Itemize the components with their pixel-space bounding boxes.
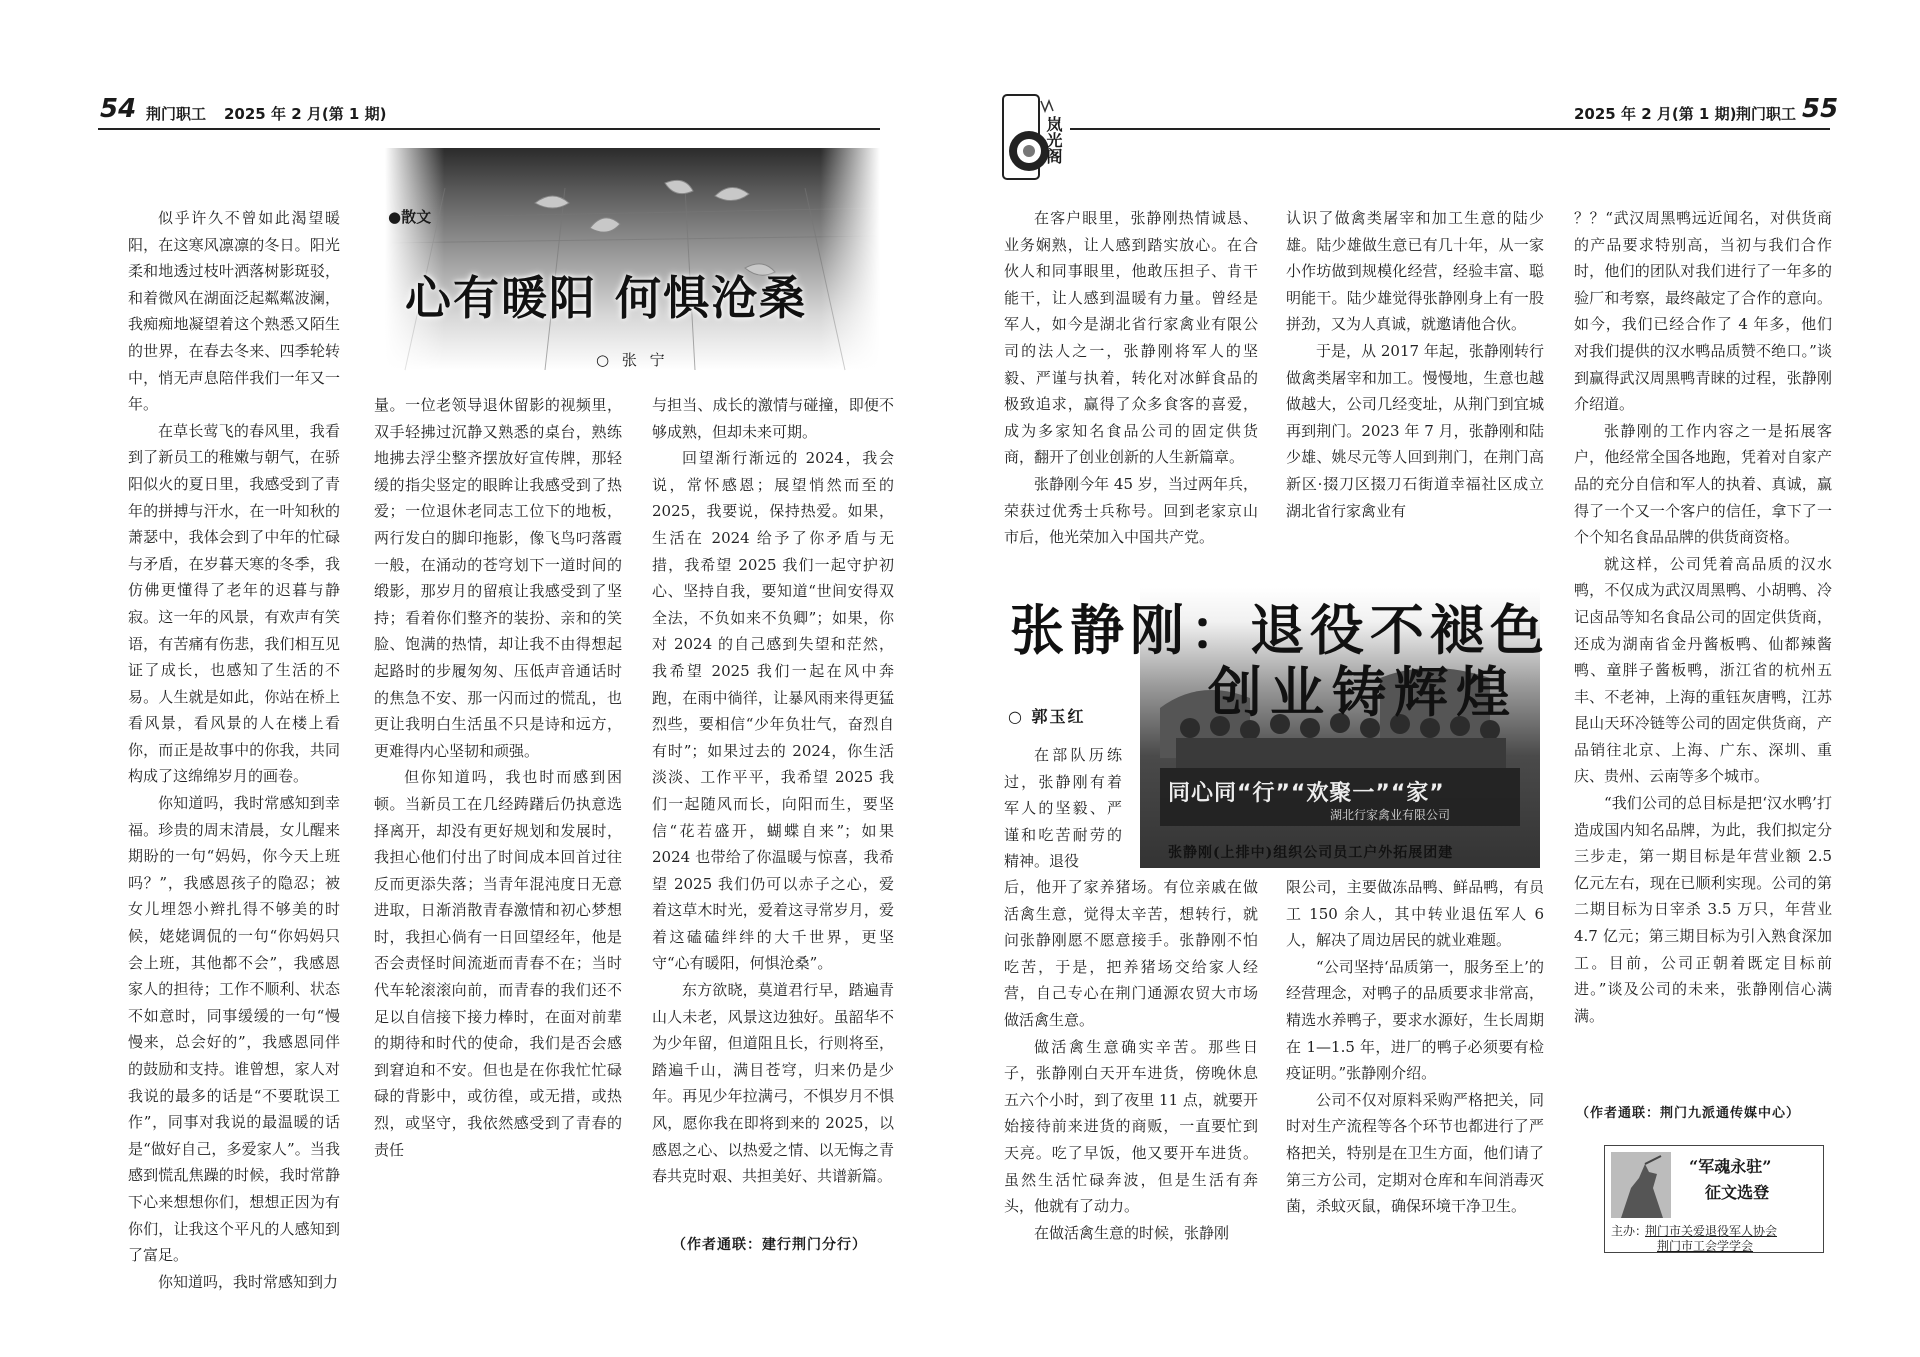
paragraph: 在做活禽生意的时候，张静刚: [1034, 1223, 1230, 1242]
paragraph: 但你知道吗，我也时而感到困顿。当新员工在几经踌躇后仍执意选择离开，却没有更好规划和发展时，我担心他们付出了时间成本回首过往反而更添失落；当青年混沌度日无意进取，日渐消散青春激情和初心梦想时，我担心倘有一日回望经年，他是否会责怪时间流逝而青春不在；当时代车轮滚滚向前，而青春的我们还不足以自信接下接力棒时，在面对前辈的期待和时代的使命，我们是否会感到窘迫和不安。但也是在你我忙忙碌碌的背影中，或彷徨，或无措，或热烈，或坚守，我依然感受到了青春的责任: [374, 768, 622, 1159]
right-header-rule: [1070, 128, 1830, 130]
paragraph: 张静刚的工作内容之一是拓展客户，他经常全国各地跑，凭着对自家产品的充分自信和军人的执着、真诚，赢得了一个又一个客户的信任，拿下了一个个知名食品品牌的供货商资格。: [1574, 421, 1832, 547]
paragraph: 似乎许久不曾如此渴望暖阳，在这寒风凛凛的冬日。阳光柔和地透过枝叶洒落树影斑驳，和着微风在湖面泛起粼粼波澜，我痴痴地凝望着这个熟悉又陌生的世界，在春去冬来、四季轮转中，悄无声息陪伴我们一年又一年。: [128, 209, 340, 414]
essay-author: ○ 张 宁: [596, 351, 669, 369]
essay-title: 心有暖阳 何惧沧桑: [405, 271, 808, 325]
right-page-number: 55: [1802, 94, 1839, 124]
photo-banner-subtext: 湖北行家禽业有限公司: [1330, 808, 1451, 822]
essay-column-3: [652, 392, 894, 1228]
essay-credit: （作者通联：建行荆门分行）: [672, 1237, 867, 1253]
paragraph: 回望渐行渐远的 2024，我会说，常怀感恩；展望悄然而至的 2025，我要说，保持热爱。如果，生活在 2024 给予了你矛盾与无措，我希望 2025 我们一起守护初心、坚持自我，要知道“世间安得双全法，不负如来不负卿”；如果，你对 2024 的自己感到失望和茫然，我希望 2025 我们一起在风中奔跑，在雨中徜徉，让暴风雨来得更猛烈些，要相信“少年负壮气，奋烈自有时”；如果过去的 2024，你生活淡淡、工作平平，我希望 2025 我们一起随风而长，向阳而生，要坚信“花若盛开，蝴蝶自来”；如果 2024 也带给了你温暖与惊喜，我希望 2025 我们仍可以赤子之心，爱着这草木时光，爱着这寻常岁月，爱着这磕磕绊绊的大千世界，更坚守“心有暖阳，何惧沧桑”。: [652, 449, 894, 973]
paragraph: “我们公司的总目标是把‘汉水鸭’打造成国内知名品牌，为此，我们拟定分三步走，第一期目标是年营业额 2.5 亿元左右，现在已顺利实现。公司的第二期目标为日宰杀 3.5 万只，年营业 4.7 亿元；第三期目标为引入熟食深加工。目前，公司正朝着既定目标前进。”谈及公司的未来，张静刚信心满满。: [1574, 794, 1832, 1025]
paragraph: 你知道吗，我时常感知到力: [158, 1272, 339, 1291]
paragraph: ？？“武汉周黑鸭远近闻名，对供货商的产品要求特别高，当初与我们合作时，他们的团队对我们进行了一年多的验厂和考察，最终敲定了合作的意向。如今，我们已经合作了 4 年多，他们对我们提供的汉水鸭品质赞不绝口。”谈到赢得武汉周黑鸭青睐的过程，张静刚介绍道。: [1574, 209, 1832, 414]
article-author: ○ 郭玉红: [1008, 707, 1086, 726]
article-title-line-1: 张静刚：退役不褪色: [1010, 598, 1550, 662]
section-tag: ●散文: [388, 208, 432, 226]
article-column-1-top: [1004, 205, 1258, 565]
contest-subtitle: 征文选登: [1705, 1183, 1770, 1202]
paragraph: 张静刚今年 45 岁，当过两年兵，荣获过优秀士兵称号。回到老家京山市后，他光荣加入中国共产党。: [1004, 474, 1258, 547]
left-publication: 荆门职工: [146, 105, 207, 123]
soldier-statue-icon: [1611, 1152, 1671, 1218]
paragraph: 在部队历练过，张静刚有着军人的坚毅、严谨和吃苦耐劳的精神。退役: [1004, 746, 1122, 871]
contest-organizer-1: 荆门市关爱退役军人协会: [1645, 1224, 1778, 1238]
essay-contest-box: [1604, 1145, 1824, 1253]
paragraph: 限公司，主要做冻品鸭、鲜品鸭，有员工 150 余人，其中转业退伍军人 6 人，解决了周边居民的就业难题。: [1286, 878, 1544, 950]
paragraph: 就这样，公司凭着高品质的汉水鸭，不仅成为武汉周黑鸭、小胡鸭、冷记卤品等知名食品公司的固定供货商，还成为湖南省金丹酱板鸭、仙都辣酱鸭、童胖子酱板鸭，浙江省的杭州五丰、不老神，上海的重钰灰唐鸭，江苏昆山天环冷链等公司的固定供货商，产品销往北京、上海、广东、深圳、重庆、贵州、云南等多个城市。: [1574, 554, 1832, 786]
article-column-1-narrow: [1004, 742, 1122, 874]
left-header-rule: [98, 128, 880, 130]
paragraph: 在草长莺飞的春风里，我看到了新员工的稚嫩与朝气，在骄阳似火的夏日里，我感受到了青年的拼搏与汗水，在一叶知秋的萧瑟中，我体会到了中年的忙碌与矛盾，在岁暮天寒的冬季，我仿佛更懂得了老年的迟暮与静寂。这一年的风景，有欢声有笑语，有苦痛有伤悲，我们相互见证了成长，也感知了生活的不易。人生就是如此，你站在桥上看风景，看风景的人在楼上看你，而正是故事中的你我，共同构成了这绵绵岁月的画卷。: [128, 421, 340, 786]
essay-column-2: [374, 392, 622, 1260]
paragraph: 做活禽生意确实辛苦。那些日子，张静刚白天开车进货，傍晚休息五六个小时，到了夜里 11 点，就要开始接待前来进货的商贩，一直要忙到天亮。吃了早饭，他又要开车进货。虽然生活忙碌奔波，但是生活有奔头，他就有了动力。: [1004, 1037, 1258, 1216]
paragraph: 你知道吗，我时常感知到幸福。珍贵的周末清晨，女儿醒来期盼的一句“妈妈，你今天上班吗？”，我感恩孩子的隐忍；被女儿埋怨小辫扎得不够美的时候，姥姥调侃的一句“你妈妈只会上班，其他都不会”，我感恩家人的担待；工作不顺利、状态不如意时，同事缓缓的一句“慢慢来，总会好的”，我感恩同伴的鼓励和支持。谁曾想，家人对我说的最多的话是“不要耽误工作”，同事对我说的最温暖的话是“做好自己，多爱家人”。当我感到慌乱焦躁的时候，我时常静下心来想想你们，想想正因为有你们，让我这个平凡的人感知到了富足。: [128, 794, 340, 1265]
paragraph: 公司不仅对原料采购严格把关，同时对生产流程等各个环节也都进行了严格把关，特别是在卫生方面，他们请了第三方公司，定期对仓库和车间消毒灭菌，杀蚊灭鼠，确保环境干净卫生。: [1286, 1090, 1544, 1216]
photo-banner-text: 同心同“行”“欢聚一”“家”: [1168, 781, 1445, 806]
contest-organizer-2: 荆门市工会学学会: [1657, 1239, 1754, 1253]
paragraph: 量。一位老领导退休留影的视频里，双手轻拂过沉静又熟悉的桌台，熟练地拂去浮尘整齐摆放好宣传牌，那轻缓的指尖竖定的眼眸让我感受到了热爱；一位退休老同志工位下的地板，两行发白的脚印拖影，像飞鸟叼落霞一般，在涌动的苍穹划下一道时间的缎影，那岁月的留痕让我感受到了坚持；看着你们整齐的装扮、亲和的笑脸、饱满的热情，却让我不由得想起起路时的步履匆匆、压低声音通话时的焦急不安、那一闪而过的慌乱，也更让我明白生活虽不只是诗和远方，更难得内心坚韧和顽强。: [374, 396, 622, 760]
right-publication: 荆门职工: [1736, 105, 1797, 123]
paragraph: 与担当、成长的激情与碰撞，即便不够成熟，但却未来可期。: [652, 396, 894, 441]
contest-organizer-label: 主办：: [1611, 1224, 1648, 1238]
right-issue: 2025 年 2 月(第 1 期): [1574, 105, 1737, 123]
article-column-2-bottom: [1286, 874, 1544, 1262]
contest-title: “军魂永驻”: [1689, 1157, 1772, 1176]
essay-column-1: [128, 205, 340, 1291]
article-column-1-bottom: [1004, 874, 1258, 1262]
article-column-2-top: [1286, 205, 1544, 565]
paragraph: 于是，从 2017 年起，张静刚转行做禽类屠宰和加工。慢慢地，生意也越做越大，公司几经变址，从荆门到宜城再到荆门。2023 年 7 月，张静刚和陆少雄、姚尽元等人回到荆门，在荆门高新区·掇刀区掇刀石街道幸福社区成立湖北省行家禽业有: [1286, 341, 1544, 520]
left-issue: 2025 年 2 月(第 1 期): [224, 105, 387, 123]
paragraph: 在客户眼里，张静刚热情诚恳、业务娴熟，让人感到踏实放心。在合伙人和同事眼里，他敢压担子、肯干能干，让人感到温暖有力量。曾经是军人，如今是湖北省行家禽业有限公司的法人之一，张静刚将军人的坚毅、严谨与执着，转化对冰鲜食品的极致追求，赢得了众多食客的喜爱，成为多家知名食品公司的固定供货商，翻开了创业创新的人生新篇章。: [1004, 209, 1258, 467]
left-page-number: 54: [100, 94, 137, 124]
essay-title-banner: [385, 148, 880, 370]
leaves-photo: [385, 148, 880, 370]
paragraph: 东方欲晓，莫道君行早，踏遍青山人未老，风景这边独好。虽韶华不为少年留，但道阻且长，行则将至，踏遍千山，满目苍穹，归来仍是少年。再见少年拉满弓，不惧岁月不惧风，愿你我在即将到来的 2025，以感恩之心、以热爱之情、以无悔之青春共克时艰、共担美好、共谱新篇。: [652, 981, 894, 1186]
article-title-line-2: 创业铸辉煌: [1208, 660, 1518, 724]
photo-caption: 张静刚(上排中)组织公司员工户外拓展团建: [1168, 845, 1454, 861]
article-column-3: [1574, 205, 1832, 1093]
article-credit: （作者通联：荆门九派通传媒中心）: [1576, 1106, 1801, 1121]
paragraph: “公司坚持‘品质第一，服务至上’的经营理念，对鸭子的品质要求非常高，精选水养鸭子，要求水源好，生长周期在 1—1.5 年，进厂的鸭子必须要有检疫证明。”张静刚介绍。: [1286, 957, 1544, 1083]
column-logo-text: 岚光阁: [1044, 116, 1063, 164]
paragraph: 认识了做禽类屠宰和加工生意的陆少雄。陆少雄做生意已有几十年，从一家小作坊做到规模化经营，经验丰富、聪明能干。陆少雄觉得张静刚身上有一股拼劲，又为人真诚，就邀请他合伙。: [1286, 209, 1544, 334]
paragraph: 后，他开了家养猪场。有位亲戚在做活禽生意，觉得太辛苦，想转行，就问张静刚愿不愿意接手。张静刚不怕吃苦，于是，把养猪场交给家人经营，自己专心在荆门通源农贸大市场做活禽生意。: [1004, 878, 1258, 1029]
